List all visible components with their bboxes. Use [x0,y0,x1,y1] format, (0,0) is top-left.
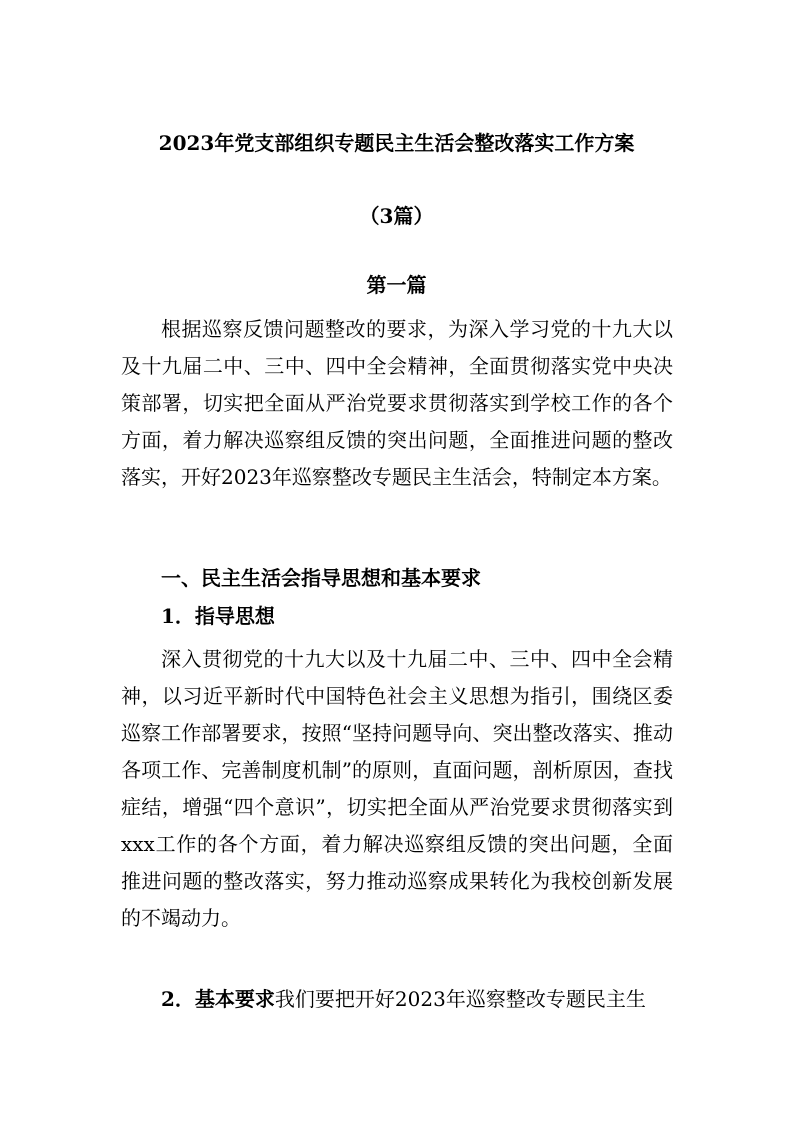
section-1-heading: 一、民主生活会指导思想和基本要求 [161,566,481,590]
subsection-1-heading: 1．指导思想 [161,604,275,628]
part-title: 第一篇 [366,273,427,297]
intro-paragraph: 根据巡察反馈问题整改的要求，为深入学习党的十九大以及十九届二中、三中、四中全会精神，全面贯彻落实党中央决策部署，切实把全面从严治党要求贯彻落实到学校工作的各个方面，着力解决巡察组反馈的突出问题，全面推进问题的整改落实，开好2023年巡察整改专题民主生活会，特制定本方案。 [121,317,673,489]
subsection-1-paragraph: 深入贯彻党的十九大以及十九届二中、三中、四中全会精神，以习近平新时代中国特色社会主义思想为指引，围绕区委巡察工作部署要求，按照“坚持问题导向、突出整改落实、推动各项工作、完善制度机制”的原则，直面问题，剖析原因，查找症结，增强“四个意识”，切实把全面从严治党要求贯彻落实到xxx工作的各个方面，着力解决巡察组反馈的突出问题，全面推进问题的整改落实，努力推动巡察成果转化为我校创新发展的不竭动力。 [121,647,673,930]
document-subtitle: （3篇） [359,204,434,228]
subsection-2-line [161,984,646,1014]
document-title: 2023年党支部组织专题民主生活会整改落实工作方案 [158,131,635,155]
subsection-2-text: 我们要把开好2023年巡察整改专题民主生 [274,987,646,1011]
subsection-2-heading: 2．基本要求 [161,987,275,1011]
